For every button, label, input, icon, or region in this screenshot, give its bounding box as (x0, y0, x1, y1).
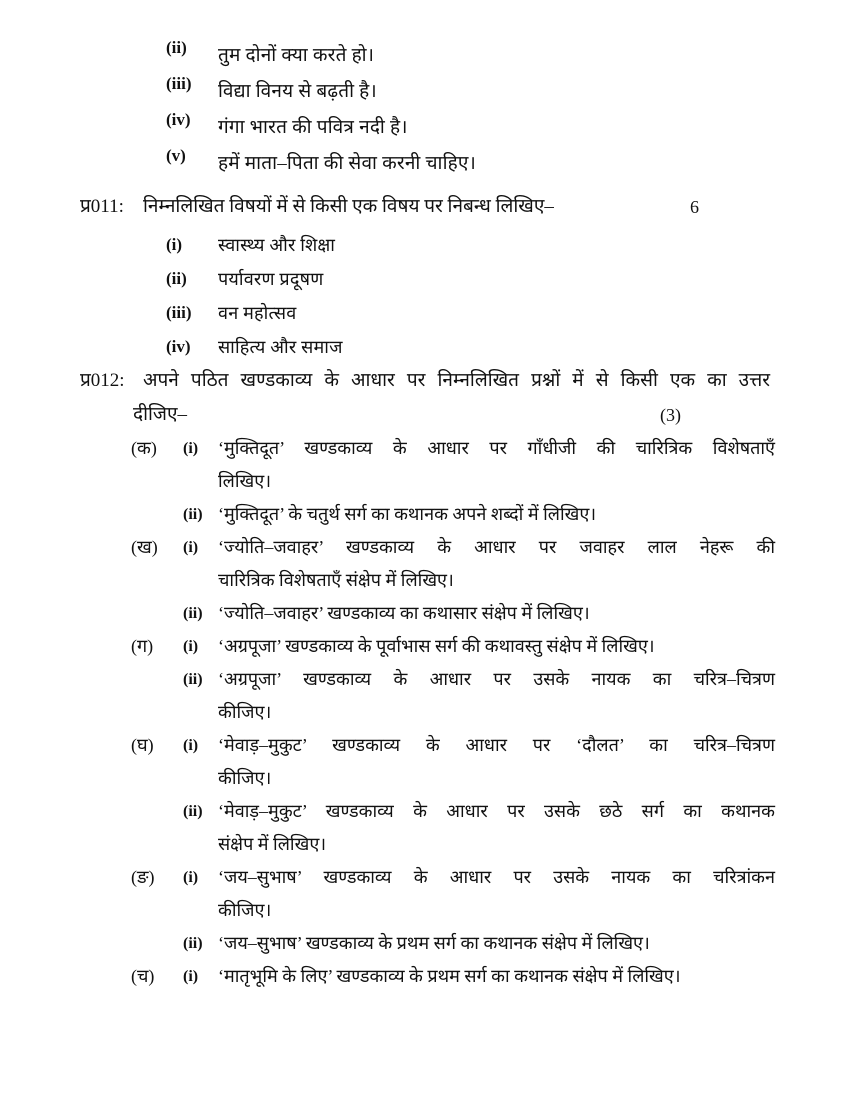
list-item (0, 630, 850, 663)
question-12-text-line2: दीजिए– (133, 404, 188, 425)
text-line: ‘मातृभूमि के लिए’ खण्डकाव्य के प्रथम सर्ग का कथानक संक्षेप में लिखिए। (218, 966, 681, 986)
group-letter: (ख) (131, 537, 158, 557)
list-item (0, 729, 850, 795)
list-text: पर्यावरण प्रदूषण (218, 269, 324, 289)
question-12-label: प्र012: (80, 370, 125, 391)
list-item (0, 861, 850, 927)
sub-text (218, 795, 775, 861)
group-letter: (ङ) (131, 867, 155, 887)
list-text: स्वास्थ्य और शिक्षा (218, 235, 336, 255)
question-12-group-gha (0, 729, 850, 861)
sub-text (218, 729, 775, 795)
text-line: कीजिए। (218, 768, 272, 788)
question-12-continuation (0, 398, 850, 432)
question-12-group-cha (0, 960, 850, 993)
sub-text (218, 597, 775, 630)
list-text: साहित्य और समाज (218, 337, 343, 357)
question-11-label: प्र011: (80, 196, 124, 217)
list-item (0, 795, 850, 861)
question-11-options (0, 228, 850, 364)
list-marker: (i) (166, 235, 183, 254)
question-12-group-ka (0, 432, 850, 531)
sub-marker: (ii) (183, 803, 203, 820)
text-line: ‘मेवाड़–मुकुट’ खण्डकाव्य के आधार पर ‘दौलत’ का चरित्र–चित्रण (218, 735, 775, 755)
text-line: ‘अग्रपूजा’ खण्डकाव्य के पूर्वाभास सर्ग की कथावस्तु संक्षेप में लिखिए। (218, 636, 655, 656)
list-text: विद्या विनय से बढ़ती है। (218, 81, 377, 102)
sub-marker: (ii) (183, 605, 203, 622)
text-line: ‘जय–सुभाष’ खण्डकाव्य के आधार पर उसके नायक का चरित्रांकन (218, 867, 775, 887)
sub-marker: (i) (183, 539, 199, 556)
question-12-heading (0, 364, 850, 398)
sub-text (218, 630, 775, 663)
sub-marker: (i) (183, 968, 199, 985)
sub-marker: (ii) (183, 671, 203, 688)
question-11-marks: 6 (690, 197, 699, 217)
list-marker: (iii) (166, 74, 192, 93)
sub-text (218, 432, 775, 498)
sub-marker: (i) (183, 737, 199, 754)
list-marker: (iv) (166, 110, 191, 129)
list-item (0, 74, 850, 110)
list-item (0, 531, 850, 597)
group-letter: (क) (131, 438, 157, 458)
question-12-group-nga (0, 861, 850, 960)
list-item (0, 927, 850, 960)
text-line: कीजिए। (218, 702, 272, 722)
top-roman-list (0, 38, 850, 182)
sub-text (218, 927, 775, 960)
list-item (0, 432, 850, 498)
group-letter: (घ) (131, 735, 154, 755)
sub-marker: (ii) (183, 506, 203, 523)
group-letter: (ग) (131, 636, 154, 656)
sub-marker: (i) (183, 869, 199, 886)
list-text: तुम दोनों क्या करते हो। (218, 45, 375, 66)
sub-text (218, 531, 775, 597)
text-line: कीजिए। (218, 900, 272, 920)
text-line: ‘ज्योति–जवाहर’ खण्डकाव्य के आधार पर जवाहर लाल नेहरू की (218, 537, 775, 557)
list-marker: (iii) (166, 303, 192, 322)
text-line: ‘अग्रपूजा’ खण्डकाव्य के आधार पर उसके नायक का चरित्र–चित्रण (218, 669, 775, 689)
list-item (0, 38, 850, 74)
list-marker: (iv) (166, 337, 191, 356)
text-line: चारित्रिक विशेषताएँ संक्षेप में लिखिए। (218, 570, 454, 590)
question-12-text-line1: अपने पठित खण्डकाव्य के आधार पर निम्नलिखित प्रश्नों में से किसी एक का उत्तर (143, 370, 770, 391)
text-line: ‘मुक्तिदूत’ खण्डकाव्य के आधार पर गाँधीजी की चारित्रिक विशेषताएँ (218, 438, 775, 458)
list-item (0, 146, 850, 182)
list-item (0, 262, 850, 296)
list-text: वन महोत्सव (218, 303, 297, 323)
sub-text (218, 498, 775, 531)
sub-text (218, 960, 790, 993)
list-item (0, 330, 850, 364)
question-11-text: निम्नलिखित विषयों में से किसी एक विषय पर निबन्ध लिखिए– (143, 196, 554, 217)
text-line: ‘ज्योति–जवाहर’ खण्डकाव्य का कथासार संक्षेप में लिखिए। (218, 603, 590, 623)
list-item (0, 498, 850, 531)
list-marker: (ii) (166, 269, 187, 288)
list-text: गंगा भारत की पवित्र नदी है। (218, 117, 408, 138)
sub-marker: (ii) (183, 935, 203, 952)
text-line: लिखिए। (218, 471, 272, 491)
question-12-group-kha (0, 531, 850, 630)
question-11-heading (0, 190, 850, 224)
text-line: ‘मुक्तिदूत’ के चतुर्थ सर्ग का कथानक अपने शब्दों में लिखिए। (218, 504, 597, 524)
list-marker: (v) (166, 146, 186, 165)
list-marker: (ii) (166, 38, 187, 57)
question-12-group-ga (0, 630, 850, 729)
sub-marker: (i) (183, 638, 199, 655)
text-line: संक्षेप में लिखिए। (218, 834, 327, 854)
list-item (0, 597, 850, 630)
text-line: ‘जय–सुभाष’ खण्डकाव्य के प्रथम सर्ग का कथानक संक्षेप में लिखिए। (218, 933, 650, 953)
sub-marker: (i) (183, 440, 199, 457)
list-item (0, 960, 850, 993)
text-line: ‘मेवाड़–मुकुट’ खण्डकाव्य के आधार पर उसके छठे सर्ग का कथानक (218, 801, 775, 821)
list-item (0, 228, 850, 262)
list-item (0, 663, 850, 729)
list-text: हमें माता–पिता की सेवा करनी चाहिए। (218, 153, 476, 174)
group-letter: (च) (131, 966, 155, 986)
list-item (0, 296, 850, 330)
list-item (0, 110, 850, 146)
sub-text (218, 663, 775, 729)
sub-text (218, 861, 775, 927)
question-12-marks: (3) (660, 405, 681, 425)
